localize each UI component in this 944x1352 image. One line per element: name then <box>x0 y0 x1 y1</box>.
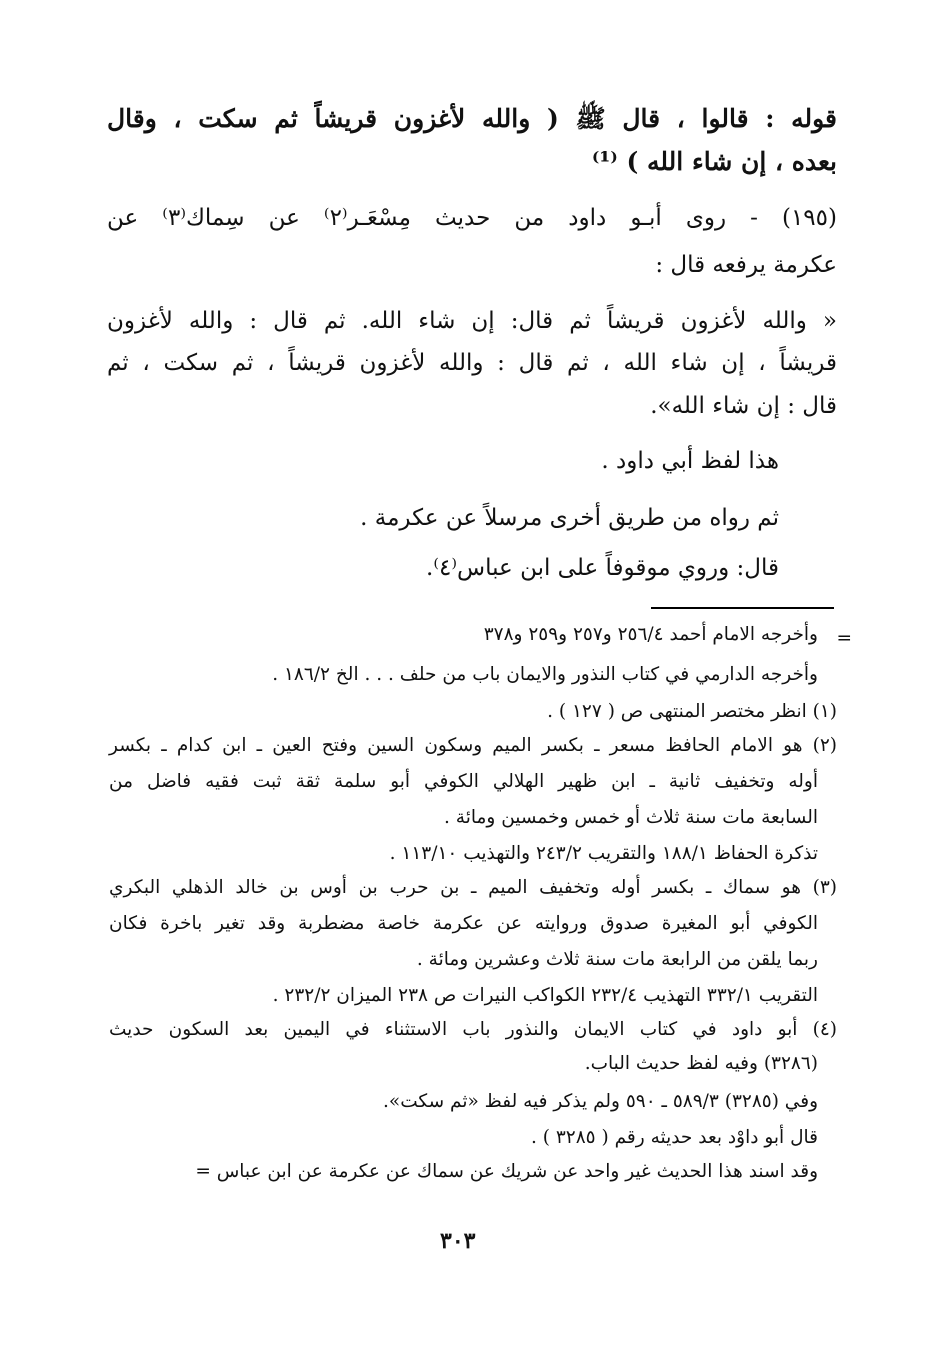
hadith-line-2: عكرمة يرفعه قال : <box>655 252 837 278</box>
footnote-separator <box>651 607 834 609</box>
hadith-line-7: ثم رواه من طريق أخرى مرسلاً عن عكرمة . <box>360 505 779 531</box>
page-number: ٣٠٣ <box>440 1228 476 1254</box>
footnote-1: (١) انظر مختصر المنتهى ص ( ١٢٧ ) . <box>547 701 837 722</box>
footnote-3-line-1: (٣) هو سماك ـ بكسر أوله وتخفيف الميم ـ بن حرب بن أوس بن خالد الذهلي البكري <box>109 877 837 898</box>
footnote-carry-marker: = <box>836 628 852 649</box>
hadith-line-1: (١٩٥) - روى أبـو داود من حديث مِسْعَـر⁽٢⁾ عن سِماك⁽٣⁾ عن <box>107 205 837 231</box>
hadith-line-5: قال : إن شاء الله». <box>650 393 837 419</box>
footnote-4-line-1: (٤) أبو داود في كتاب الايمان والنذور باب الاستثناء في اليمين بعد السكون حديث <box>109 1019 837 1040</box>
hadith-line-6: هذا لفظ أبي داود . <box>601 448 779 474</box>
heading-line-1: قوله : قالوا ، قال ﷺ ( والله لأغزون قريشاً ثم سكت ، وقال <box>107 104 837 133</box>
footnote-2-line-4: تذكرة الحفاظ ١٨٨/١ والتقريب ٢٤٣/٢ والتهذيب ١١٣/١٠ . <box>389 843 818 864</box>
heading-line-2: بعده ، إن شاء الله ) ⁽¹⁾ <box>591 147 837 176</box>
hadith-line-8: قال: وروي موقوفاً على ابن عباس⁽٤⁾. <box>426 555 779 581</box>
footnote-2-line-1: (٢) هو الامام الحافظ مسعر ـ بكسر الميم وسكون السين وفتح العين ـ ابن كدام ـ بكسر <box>109 735 837 756</box>
hadith-line-3: « والله لأغزون قريشاً ثم قال: إن شاء الله. ثم قال : والله لأغزون <box>107 308 837 334</box>
footnote-carry-line-2: وأخرجه الدارمي في كتاب النذور والايمان باب من حلف . . . الخ ١٨٦/٢ . <box>272 664 818 685</box>
footnote-carry-line-1: وأخرجه الامام أحمد ٢٥٦/٤ و٢٥٧ و٢٥٩ و٣٧٨ <box>483 624 818 645</box>
footnote-2-line-3: السابعة مات سنة ثلاث أو خمس وخمسين ومائة . <box>444 807 818 828</box>
footnote-4-line-5: وقد اسند هذا الحديث غير واحد عن شريك عن سماك عن عكرمة عن ابن عباس = <box>195 1161 818 1182</box>
footnote-4-line-4: قال أبو داوْد بعد حديثه رقم ( ٣٢٨٥ ) . <box>531 1127 818 1148</box>
footnote-3-line-4: التقريب ٣٣٢/١ التهذيب ٢٣٢/٤ الكواكب النيرات ص ٢٣٨ الميزان ٢٣٢/٢ . <box>272 985 818 1006</box>
footnote-2-line-2: أوله وتخفيف ثانية ـ ابن ظهير الهلالي الكوفي أبو سلمة ثقة ثبت فقيه فاضل من <box>109 771 818 792</box>
footnote-4-line-3: وفي (٣٢٨٥) ٥٨٩/٣ ـ ٥٩٠ ولم يذكر فيه لفظ «ثم سكت». <box>383 1091 818 1112</box>
hadith-line-4: قريشاً ، إن شاء الله ، ثم قال : والله لأغزون قريشاً ، ثم سكت ، ثم <box>107 350 837 376</box>
footnote-3-line-2: الكوفي أبو المغيرة صدوق وروايته عن عكرمة خاصة مضطربة وقد تغير باخرة فكان <box>109 913 818 934</box>
footnote-3-line-3: ربما يلقن من الرابعة مات سنة ثلاث وعشرين ومائة . <box>416 949 818 970</box>
footnote-4-line-2: (٣٢٨٦) وفيه لفظ حديث الباب. <box>584 1053 818 1074</box>
